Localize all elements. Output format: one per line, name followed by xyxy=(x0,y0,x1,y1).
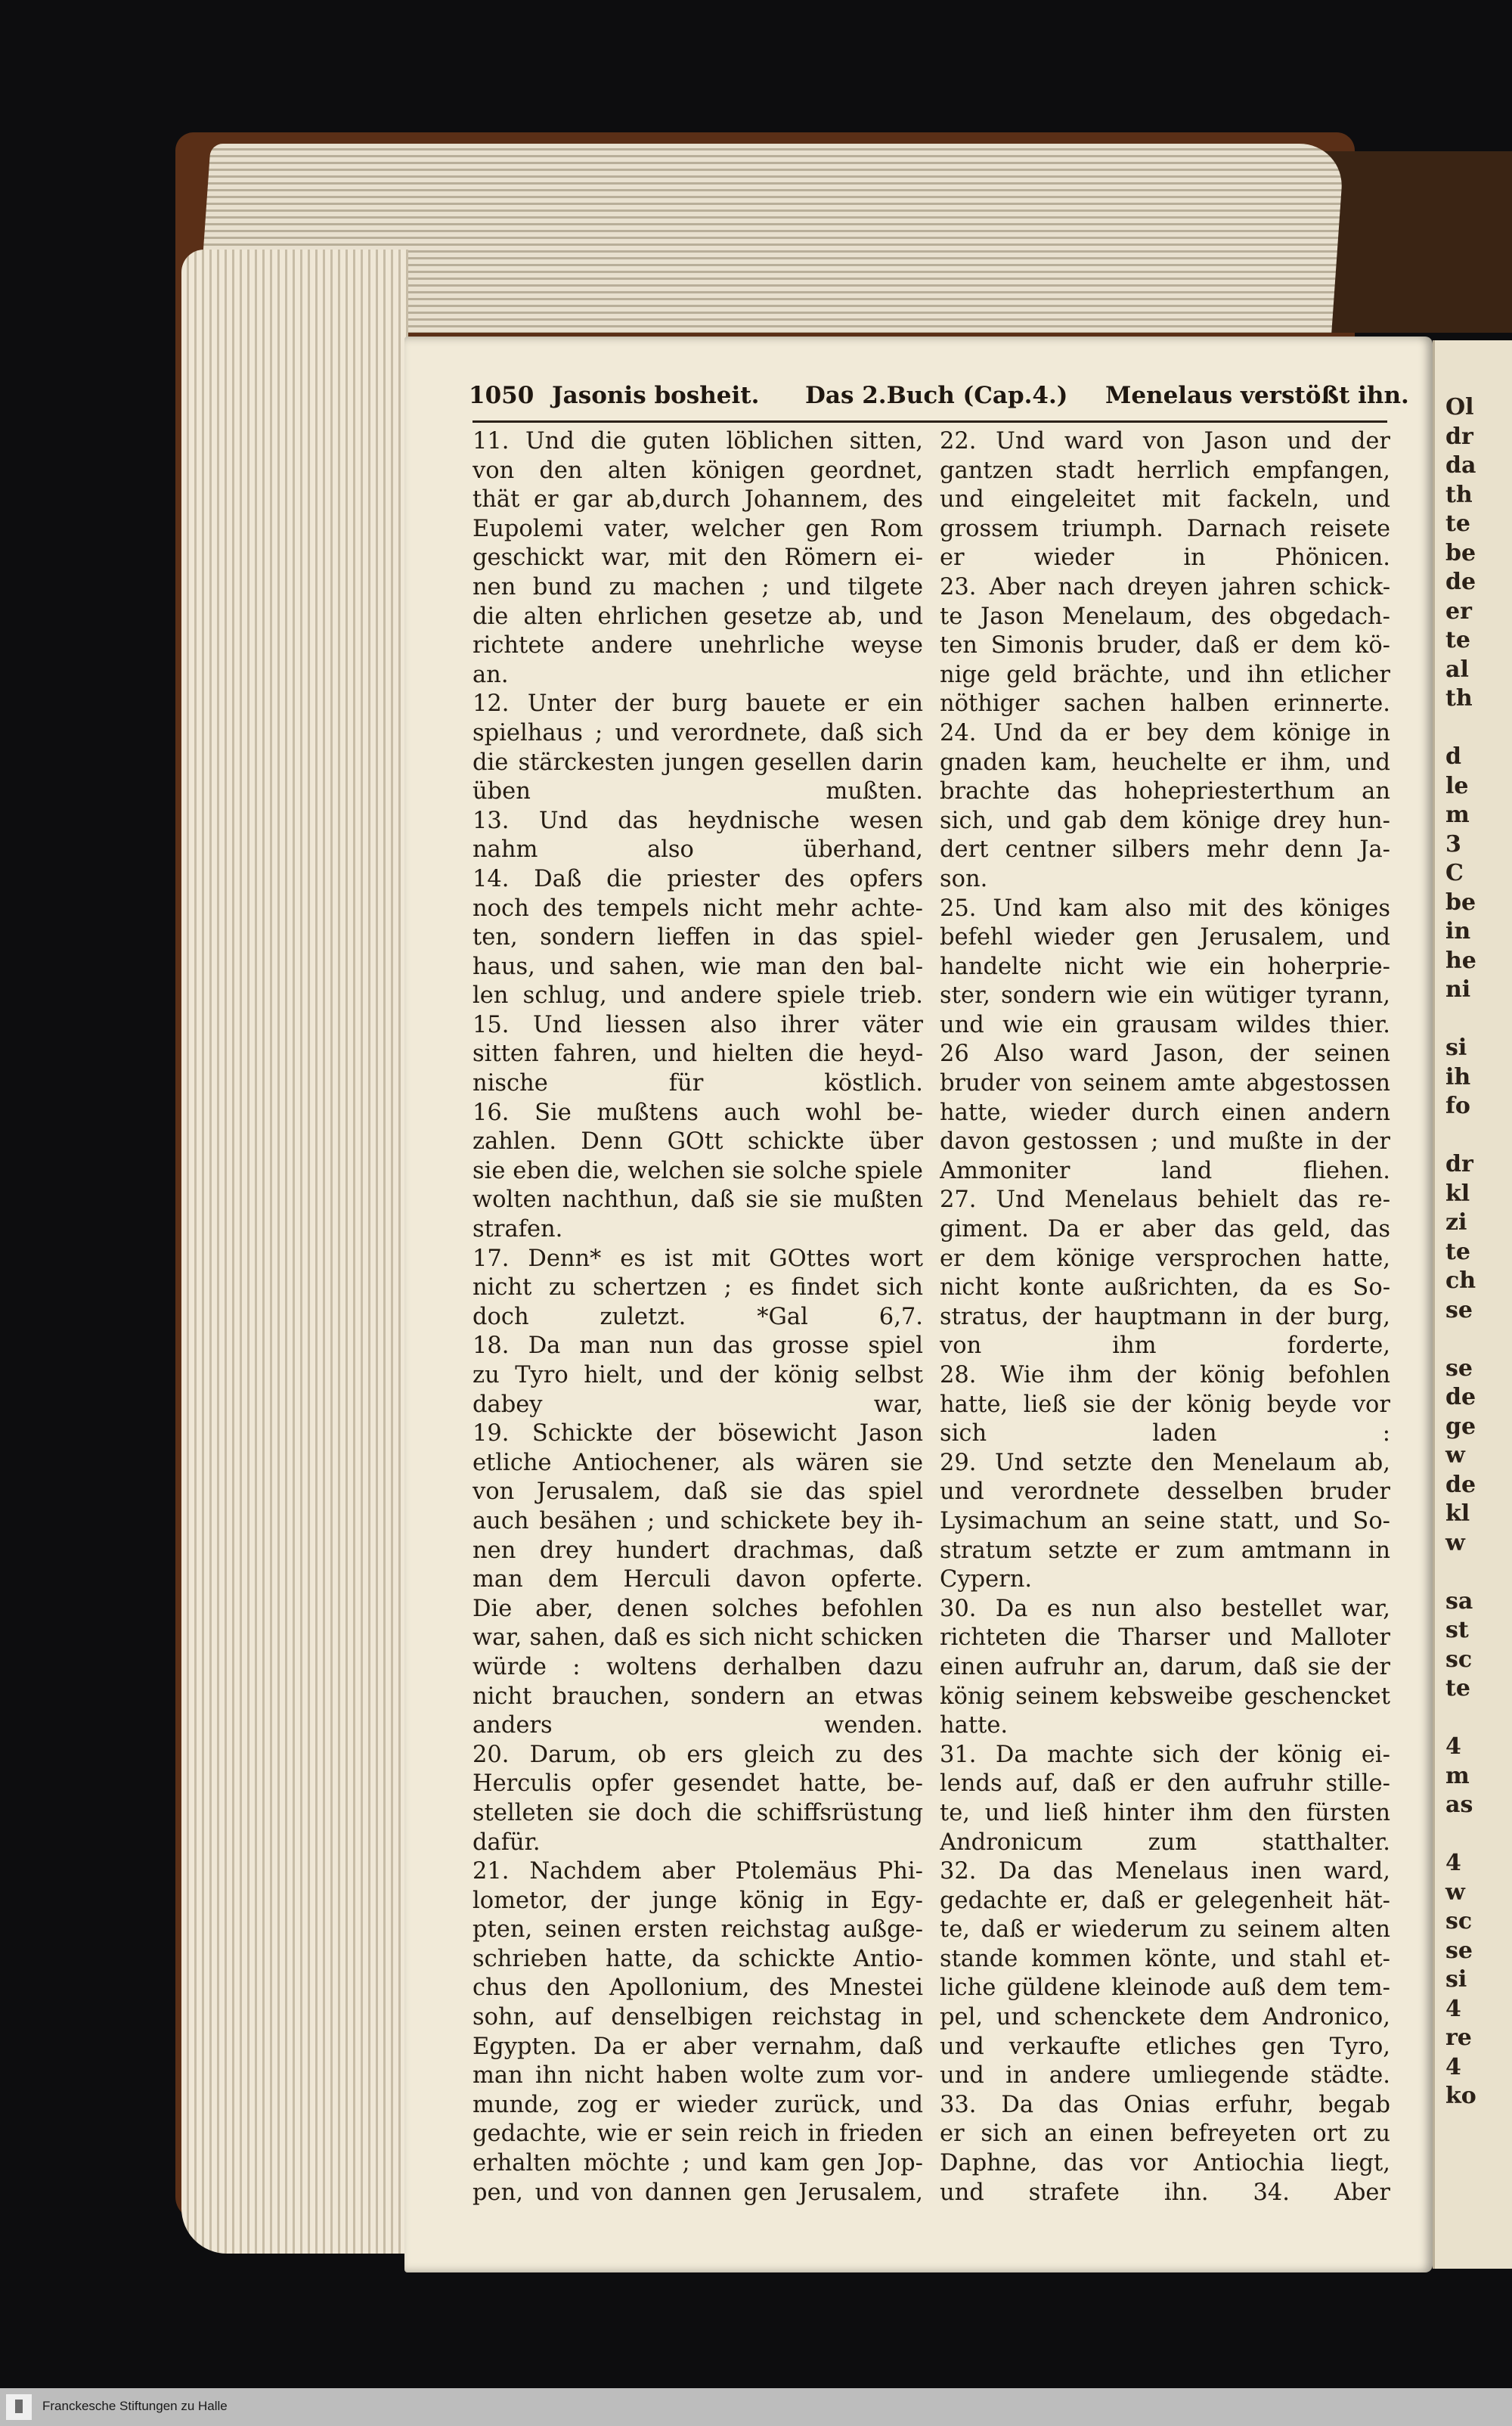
text-line: doch zuletzt. *Gal 6,7. xyxy=(472,1303,923,1330)
left-text-column xyxy=(472,427,923,2207)
facing-page-line: er xyxy=(1445,597,1472,625)
institution-logo-icon xyxy=(6,2394,32,2420)
text-line: auch besähen ; und schickete bey ih- xyxy=(472,1507,923,1534)
text-line: 31. Da machte sich der könig ei- xyxy=(940,1741,1390,1768)
facing-page-line: st xyxy=(1445,1617,1469,1643)
text-line: Ammoniter land fliehen. xyxy=(940,1157,1390,1184)
text-line: anders wenden. xyxy=(472,1712,923,1739)
text-line: etliche Antiochener, als wären sie xyxy=(472,1449,923,1476)
facing-page-line: dr xyxy=(1445,423,1473,450)
text-line: bruder von seinem amte abgestossen xyxy=(940,1070,1390,1097)
text-line: lometor, der junge könig in Egy- xyxy=(472,1887,923,1914)
footer-text: Franckesche Stiftungen zu Halle xyxy=(42,2399,228,2413)
text-line: nicht brauchen, sondern an etwas xyxy=(472,1683,923,1710)
facing-page-line: kl xyxy=(1445,1500,1470,1527)
left-running-title: Jasonis bosheit. xyxy=(552,382,760,409)
text-line: er sich an einen befreyeten ort zu xyxy=(940,2120,1390,2148)
facing-page-line: w xyxy=(1445,1529,1465,1556)
text-line: pel, und schenckete dem Andronico, xyxy=(940,2004,1390,2031)
text-line: thät er gar ab,durch Johannem, des xyxy=(472,486,923,513)
text-line: 21. Nachdem aber Ptolemäus Phi- xyxy=(472,1858,923,1885)
text-line: te Jason Menelaum, des obgedach- xyxy=(940,603,1390,630)
facing-page-line: 3 xyxy=(1445,830,1461,858)
facing-page-line: kl xyxy=(1445,1180,1470,1207)
text-line: ten Simonis bruder, daß er dem kö- xyxy=(940,632,1390,659)
text-line: 18. Da man nun das grosse spiel xyxy=(472,1332,923,1360)
text-line: 25. Und kam also mit des königes xyxy=(940,895,1390,922)
text-line: 12. Unter der burg bauete er ein xyxy=(472,690,923,718)
facing-page-line: he xyxy=(1445,947,1476,974)
facing-page-line xyxy=(1445,1704,1512,1733)
facing-page-line: se xyxy=(1445,1354,1473,1382)
text-line: gedachte er, daß er gelegenheit hät- xyxy=(940,1887,1390,1914)
text-line: Daphne, das vor Antiochia liegt, xyxy=(940,2150,1390,2177)
facing-page-line: be xyxy=(1445,539,1476,566)
facing-page-line xyxy=(1445,1820,1512,1850)
facing-page-line: ko xyxy=(1445,2083,1476,2109)
text-line: ten, sondern lieffen in das spiel- xyxy=(472,924,923,951)
text-line: gnaden kam, heuchelte er ihm, und xyxy=(940,749,1390,776)
text-line: die alten ehrlichen gesetze ab, und xyxy=(472,603,923,630)
text-line: und in andere umliegende städte. xyxy=(940,2062,1390,2089)
text-line: 24. Und da er bey dem könige in xyxy=(940,719,1390,746)
text-line: man ihn nicht haben wolte zum vor- xyxy=(472,2062,923,2089)
right-running-title: Menelaus verstößt ihn. xyxy=(1105,382,1409,409)
facing-page-line: C xyxy=(1445,860,1464,886)
facing-page-line xyxy=(1445,1121,1512,1151)
text-line: dabey war, xyxy=(472,1391,923,1418)
facing-page-line: w xyxy=(1445,1442,1465,1469)
text-line: 28. Wie ihm der könig befohlen xyxy=(940,1362,1390,1388)
text-line: handelte nicht wie ein hoherprie- xyxy=(940,953,1390,980)
facing-page-line: al xyxy=(1445,656,1469,683)
text-line: hatte, ließ sie der könig beyde vor xyxy=(940,1391,1390,1418)
text-line: 17. Denn* es ist mit GOttes wort xyxy=(472,1245,923,1272)
text-line: Herculis opfer gesendet hatte, be- xyxy=(472,1770,923,1798)
text-line: 27. Und Menelaus behielt das re- xyxy=(940,1187,1390,1214)
text-line: 33. Da das Onias erfuhr, begab xyxy=(940,2091,1390,2118)
text-line: noch des tempels nicht mehr achte- xyxy=(472,895,923,922)
text-line: die stärckesten jungen gesellen darin xyxy=(472,749,923,776)
text-line: strafen. xyxy=(472,1216,563,1243)
facing-page-line: da xyxy=(1445,452,1476,479)
facing-page-line: ni xyxy=(1445,976,1471,1003)
facing-page-line: se xyxy=(1445,1937,1473,1964)
text-line: und verordnete desselben bruder xyxy=(940,1478,1390,1506)
text-line: te, und ließ hinter ihm den fürsten xyxy=(940,1799,1390,1826)
text-line: Cypern. xyxy=(940,1566,1033,1593)
text-line: 32. Da das Menelaus inen ward, xyxy=(940,1858,1390,1885)
text-line: 23. Aber nach dreyen jahren schick- xyxy=(940,573,1390,600)
facing-page-line: th xyxy=(1445,685,1473,712)
text-line: war, sahen, daß es sich nicht schicken xyxy=(472,1624,923,1652)
facing-page-line: be xyxy=(1445,889,1476,916)
text-line: nicht zu schertzen ; es findet sich xyxy=(472,1274,923,1301)
facing-page-line: si xyxy=(1445,1966,1467,1993)
text-line: 20. Darum, ob ers gleich zu des xyxy=(472,1741,923,1768)
text-line: lends auf, daß er den aufruhr stille- xyxy=(940,1770,1390,1798)
facing-page-line: sc xyxy=(1445,1908,1473,1934)
text-line: wolten nachthun, daß sie sie mußten xyxy=(472,1187,923,1214)
facing-page-line: 4 xyxy=(1445,1733,1461,1760)
text-line: nen bund zu machen ; und tilgete xyxy=(472,573,923,600)
text-line: 11. Und die guten löblichen sitten, xyxy=(472,428,923,454)
facing-page-line xyxy=(1445,714,1512,743)
text-line: 13. Und das heydnische wesen xyxy=(472,807,923,834)
text-line: er dem könige versprochen hatte, xyxy=(940,1245,1390,1272)
text-line: munde, zog er wieder zurück, und xyxy=(472,2091,923,2118)
text-line: und verkaufte etliches gen Tyro, xyxy=(940,2033,1390,2060)
text-line: man dem Herculi davon opferte. xyxy=(472,1566,923,1593)
text-line: nen drey hundert drachmas, daß xyxy=(472,1537,923,1564)
text-line: hatte. xyxy=(940,1712,1009,1739)
text-line: te, daß er wiederum zu seinem alten xyxy=(940,1916,1390,1944)
facing-page-line: m xyxy=(1445,802,1470,828)
right-text-column xyxy=(940,427,1390,2207)
facing-page-line: te xyxy=(1445,627,1470,653)
text-line: und wie ein grausam wildes thier. xyxy=(940,1011,1390,1038)
text-line: nige geld brächte, und ihn etlicher xyxy=(940,661,1390,688)
text-line: er wieder in Phönicen. xyxy=(940,544,1390,572)
text-line: 16. Sie mußtens auch wohl be- xyxy=(472,1099,923,1126)
text-line: pten, seinen ersten reichstag außge- xyxy=(472,1916,923,1944)
text-line: erhalten möchte ; und kam gen Jop- xyxy=(472,2150,923,2177)
text-line: len schlug, und andere spiele trieb. xyxy=(472,982,923,1010)
facing-page-line: in xyxy=(1445,918,1471,945)
facing-page-line: zi xyxy=(1445,1209,1467,1236)
facing-page-line: d xyxy=(1445,743,1461,770)
facing-page-line: w xyxy=(1445,1878,1465,1906)
text-line: schrieben hatte, da schickte Antio- xyxy=(472,1945,923,1972)
text-line: geschickt war, mit den Römern ei- xyxy=(472,544,923,572)
text-line: giment. Da er aber das geld, das xyxy=(940,1216,1390,1243)
text-line: 15. Und liessen also ihrer väter xyxy=(472,1011,923,1038)
text-line: gedachte, wie er sein reich in frieden xyxy=(472,2120,923,2148)
text-line: befehl wieder gen Jerusalem, und xyxy=(940,924,1390,951)
text-line: Die aber, denen solches befohlen xyxy=(472,1595,923,1622)
text-line: ster, sondern wie ein wütiger tyrann, xyxy=(940,982,1390,1010)
facing-page-line: si xyxy=(1445,1035,1467,1061)
text-line: davon gestossen ; und mußte in der xyxy=(940,1128,1390,1156)
text-line: nahm also überhand, xyxy=(472,836,923,864)
facing-page-line xyxy=(1445,1325,1512,1354)
text-line: könig seinem kebsweibe geschencket xyxy=(940,1683,1390,1710)
text-line: Andronicum zum statthalter. xyxy=(940,1829,1390,1856)
facing-page-line: 4 xyxy=(1445,2053,1461,2080)
facing-page-line: fo xyxy=(1445,1093,1470,1119)
facing-page-line: dr xyxy=(1445,1151,1473,1177)
text-line: stelleten sie doch die schiffsrüstung xyxy=(472,1799,923,1826)
text-line: Egypten. Da er aber vernahm, daß xyxy=(472,2033,923,2060)
page-edges-side xyxy=(181,250,408,2254)
text-line: richteten die Tharser und Malloter xyxy=(940,1624,1390,1652)
text-line: und eingeleitet mit fackeln, und xyxy=(940,486,1390,513)
text-line: nöthiger sachen halben erinnerte. xyxy=(940,690,1390,718)
text-line: nische für köstlich. xyxy=(472,1070,923,1097)
text-line: sich laden : xyxy=(940,1420,1390,1447)
header-rule xyxy=(472,420,1387,423)
text-line: und strafete ihn. 34. Aber xyxy=(940,2179,1390,2206)
text-line: spielhaus ; und verordnete, daß sich xyxy=(472,719,923,746)
facing-page-line: te xyxy=(1445,510,1470,537)
footer-bar xyxy=(0,2388,1512,2426)
text-line: nicht konte außrichten, da es So- xyxy=(940,1274,1390,1301)
center-title: Das 2.Buch (Cap.4.) xyxy=(805,382,1068,409)
text-line: dert centner silbers mehr denn Ja- xyxy=(940,836,1390,864)
text-line: Lysimachum an seine statt, und So- xyxy=(940,1507,1390,1534)
facing-page-text xyxy=(1445,393,1512,2111)
text-line: stratus, der hauptmann in der burg, xyxy=(940,1303,1390,1330)
text-line: chus den Apollonium, des Mnestei xyxy=(472,1975,923,2002)
facing-page-line: sa xyxy=(1445,1587,1473,1615)
text-line: gantzen stadt herrlich empfangen, xyxy=(940,457,1390,484)
facing-page-line: le xyxy=(1445,772,1469,799)
facing-page-line: de xyxy=(1445,569,1476,595)
page-number: 1050 xyxy=(469,382,534,409)
text-line: 29. Und setzte den Menelaum ab, xyxy=(940,1449,1390,1476)
facing-page-line: de xyxy=(1445,1471,1476,1498)
text-line: haus, und sahen, wie man den bal- xyxy=(472,953,923,980)
text-line: 30. Da es nun also bestellet war, xyxy=(940,1595,1390,1622)
facing-page-line xyxy=(1445,1558,1512,1587)
text-line: zahlen. Denn GOtt schickte über xyxy=(472,1128,923,1156)
text-line: von den alten königen geordnet, xyxy=(472,457,923,484)
text-line: sie eben die, welchen sie solche spiele xyxy=(472,1157,923,1184)
text-line: würde : woltens derhalben dazu xyxy=(472,1653,923,1680)
text-line: brachte das hohepriesterthum an xyxy=(940,778,1390,805)
text-line: grossem triumph. Darnach reisete xyxy=(940,515,1390,542)
text-line: sitten fahren, und hielten die heyd- xyxy=(472,1041,923,1068)
text-line: sohn, auf denselbigen reichstag in xyxy=(472,2004,923,2031)
facing-page-line: ih xyxy=(1445,1063,1471,1090)
text-line: von ihm forderte, xyxy=(940,1332,1390,1360)
facing-page-line: te xyxy=(1445,1238,1470,1265)
text-line: 14. Daß die priester des opfers xyxy=(472,865,923,892)
text-line: an. xyxy=(472,661,509,688)
facing-page-line: 4 xyxy=(1445,1995,1461,2022)
facing-page-line: ge xyxy=(1445,1413,1476,1440)
facing-page-line: sc xyxy=(1445,1646,1473,1673)
running-header xyxy=(469,382,1409,421)
text-line: üben mußten. xyxy=(472,778,923,805)
text-line: 26 Also ward Jason, der seinen xyxy=(940,1041,1390,1068)
text-line: sich, und gab dem könige drey hun- xyxy=(940,807,1390,834)
text-line: liche güldene kleinode auß dem tem- xyxy=(940,1975,1390,2002)
facing-page-line: 4 xyxy=(1445,1850,1461,1876)
text-line: stande kommen könte, und stahl et- xyxy=(940,1945,1390,1972)
text-line: pen, und von dannen gen Jerusalem, xyxy=(472,2179,923,2206)
text-line: hatte, wieder durch einen andern xyxy=(940,1099,1390,1126)
text-line: 22. Und ward von Jason und der xyxy=(940,428,1390,454)
facing-page-line: ch xyxy=(1445,1267,1476,1294)
facing-page-line: se xyxy=(1445,1296,1473,1323)
facing-page-line xyxy=(1445,1005,1512,1035)
facing-page-line: th xyxy=(1445,481,1473,508)
text-line: 19. Schickte der bösewicht Jason xyxy=(472,1420,923,1447)
text-line: Eupolemi vater, welcher gen Rom xyxy=(472,515,923,542)
facing-page-line: te xyxy=(1445,1675,1470,1702)
text-line: son. xyxy=(940,865,988,892)
facing-page-line: de xyxy=(1445,1384,1476,1410)
facing-page-line: as xyxy=(1445,1792,1473,1818)
text-line: dafür. xyxy=(472,1829,541,1856)
text-line: richtete andere unehrliche weyse xyxy=(472,632,923,659)
text-line: stratum setzte er zum amtmann in xyxy=(940,1537,1390,1564)
facing-page-line: re xyxy=(1445,2024,1472,2051)
text-line: zu Tyro hielt, und der könig selbst xyxy=(472,1362,923,1388)
facing-page-line: m xyxy=(1445,1762,1470,1789)
text-line: einen aufruhr an, darum, daß sie der xyxy=(940,1653,1390,1680)
facing-page-line: Ol xyxy=(1445,394,1474,420)
text-line: von Jerusalem, daß sie das spiel xyxy=(472,1478,923,1506)
